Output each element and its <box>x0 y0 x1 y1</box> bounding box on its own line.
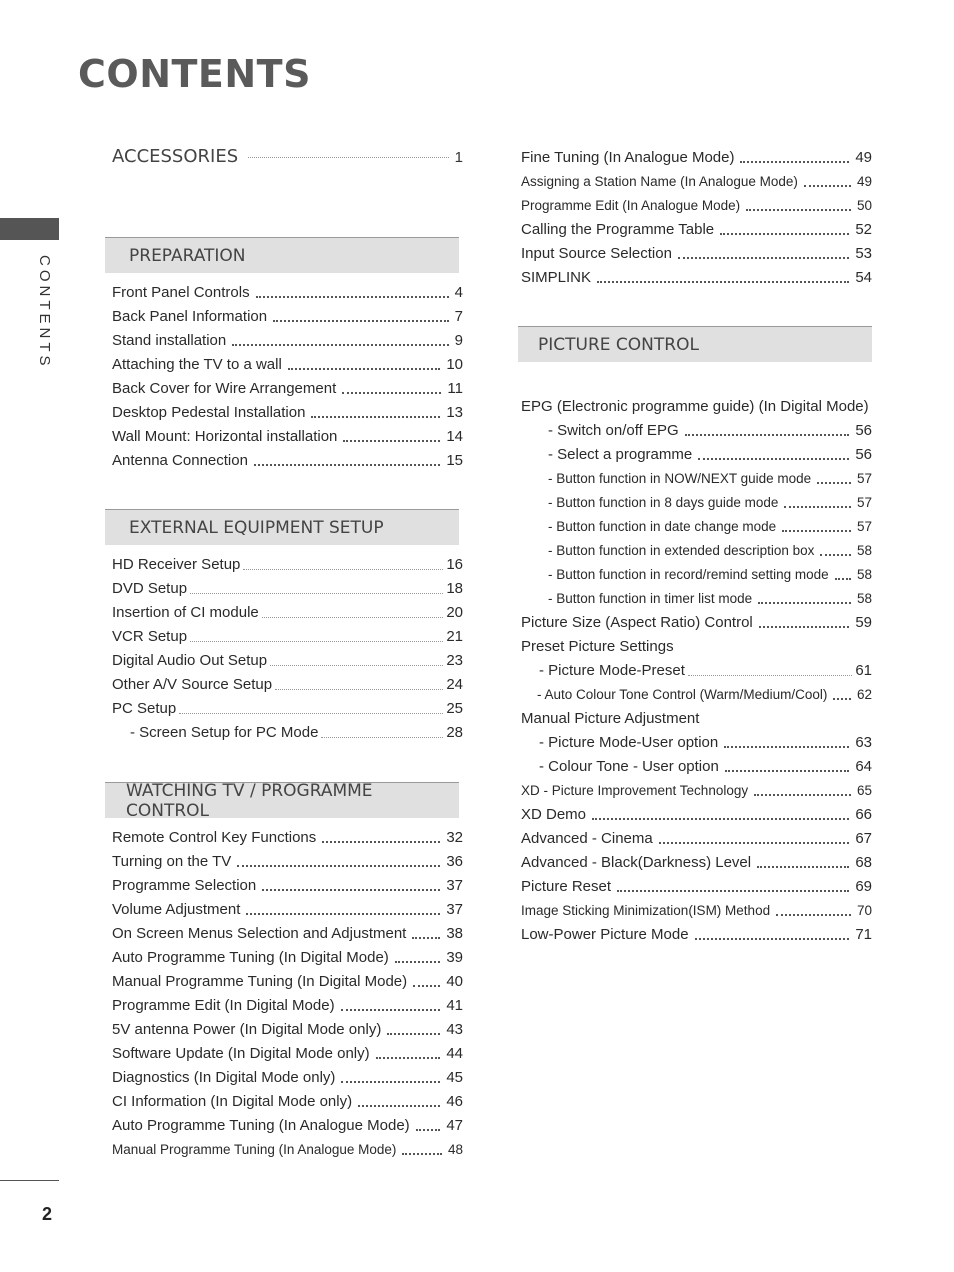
toc-entry-page: 10 <box>446 355 463 373</box>
dot-leader <box>262 888 440 891</box>
toc-entry-page: 37 <box>446 900 463 918</box>
toc-entry-label: 5V antenna Power (In Digital Mode only) <box>112 1020 382 1038</box>
dot-leader <box>804 184 851 187</box>
toc-entry-page: 57 <box>856 518 872 534</box>
toc-entry-label: Auto Programme Tuning (In Analogue Mode) <box>112 1116 410 1134</box>
dot-leader <box>740 160 849 163</box>
dot-leader <box>776 913 851 916</box>
toc-entry-label: Auto Programme Tuning (In Digital Mode) <box>112 948 389 966</box>
page-title: CONTENTS <box>78 52 311 96</box>
page-number: 2 <box>42 1204 53 1224</box>
toc-entry[interactable] <box>521 898 872 922</box>
toc-entry-label: Front Panel Controls <box>112 283 250 301</box>
toc-entry-page: 13 <box>446 403 463 421</box>
dot-leader <box>254 463 440 466</box>
toc-entry[interactable] <box>521 610 872 634</box>
dot-leader <box>395 960 441 963</box>
toc-entry-page: 38 <box>446 924 463 942</box>
toc-entry[interactable] <box>521 658 872 682</box>
toc-entry-label: Stand installation <box>112 331 227 349</box>
toc-entry-page: 41 <box>446 996 463 1014</box>
dot-leader <box>698 457 849 460</box>
section-header-picture-control <box>518 326 872 362</box>
toc-entry-page: 45 <box>446 1068 463 1086</box>
side-tab-marker <box>0 218 59 240</box>
toc-entry[interactable] <box>521 730 872 754</box>
dot-leader <box>412 936 440 939</box>
toc-entry[interactable] <box>521 826 872 850</box>
toc-entry[interactable] <box>112 672 463 696</box>
toc-entry[interactable] <box>521 802 872 826</box>
dot-leader <box>248 157 449 158</box>
dot-leader <box>592 817 849 820</box>
toc-entry-label: SIMPLINK <box>521 268 592 286</box>
toc-entry-label: - Button function in timer list mode <box>548 590 753 606</box>
dot-leader <box>262 616 444 618</box>
toc-entry-label: Input Source Selection <box>521 244 672 262</box>
toc-entry-label: VCR Setup <box>112 627 188 645</box>
toc-entry-page: 36 <box>446 852 463 870</box>
toc-entry[interactable] <box>112 1017 463 1041</box>
section-header-preparation <box>105 237 459 273</box>
dot-leader <box>321 736 443 738</box>
toc-entry-page: 37 <box>446 876 463 894</box>
dot-leader <box>341 1080 440 1083</box>
side-label: CONTENTS <box>36 255 53 370</box>
toc-entry[interactable] <box>521 442 872 466</box>
toc-entry-page: 7 <box>454 307 463 325</box>
toc-entry[interactable] <box>112 720 463 744</box>
toc-entry-label: Picture Size (Aspect Ratio) Control <box>521 613 753 631</box>
dot-leader <box>322 840 440 843</box>
dot-leader <box>724 745 849 748</box>
toc-entry-label: - Button function in record/remind setting mode <box>548 566 829 582</box>
toc-entry-label: Fine Tuning (In Analogue Mode) <box>521 148 735 166</box>
toc-entry-label: Programme Edit (In Digital Mode) <box>112 996 335 1014</box>
dot-leader <box>311 415 440 418</box>
accessories-page: 1 <box>454 149 463 166</box>
toc-entry[interactable] <box>112 993 463 1017</box>
toc-entry-page: 49 <box>855 148 872 166</box>
dot-leader <box>246 912 440 915</box>
toc-entry-page: 64 <box>855 757 872 775</box>
dot-leader <box>659 841 850 844</box>
toc-entry-page: 39 <box>446 948 463 966</box>
toc-entry-page: 9 <box>454 331 463 349</box>
toc-entry[interactable] <box>521 466 872 490</box>
toc-entry-label: XD Demo <box>521 805 587 823</box>
toc-entry-label: Desktop Pedestal Installation <box>112 403 306 421</box>
toc-entry-page: 25 <box>446 699 463 717</box>
toc-entry[interactable] <box>521 217 872 241</box>
toc-entry-label: Software Update (In Digital Mode only) <box>112 1044 370 1062</box>
dot-leader <box>416 1128 441 1131</box>
toc-entry-page: 70 <box>856 902 872 918</box>
toc-entry-page: 15 <box>446 451 463 469</box>
toc-entry[interactable] <box>112 696 463 720</box>
dot-leader <box>835 577 851 580</box>
dot-leader <box>342 391 441 394</box>
dot-leader <box>720 232 849 235</box>
toc-entry-page: 46 <box>446 1092 463 1110</box>
dot-leader <box>754 793 851 796</box>
toc-entry[interactable] <box>112 1065 463 1089</box>
dot-leader <box>725 769 850 772</box>
dot-leader <box>688 674 852 676</box>
toc-entry[interactable] <box>112 576 463 600</box>
toc-entry-label: Calling the Programme Table <box>521 220 715 238</box>
toc-entry[interactable] <box>521 682 872 706</box>
dot-leader <box>232 343 448 346</box>
toc-entry[interactable] <box>112 1137 463 1161</box>
toc-entry-page: 54 <box>855 268 872 286</box>
toc-entry[interactable] <box>112 400 463 424</box>
toc-list-preparation <box>112 280 463 472</box>
toc-entry[interactable] <box>521 562 872 586</box>
toc-entry[interactable] <box>112 969 463 993</box>
section-header-external-equipment <box>105 509 459 545</box>
toc-entry[interactable] <box>521 169 872 193</box>
toc-entry-label: - Button function in 8 days guide mode <box>548 494 779 510</box>
toc-entry-label: Manual Programme Tuning (In Digital Mode) <box>112 972 408 990</box>
toc-entry[interactable] <box>112 600 463 624</box>
toc-entry-label: Volume Adjustment <box>112 900 241 918</box>
toc-entry-label: Low-Power Picture Mode <box>521 925 689 943</box>
dot-leader <box>746 208 851 211</box>
toc-entry[interactable] <box>521 538 872 562</box>
footer-rule <box>0 1180 59 1181</box>
toc-entry-label: Back Cover for Wire Arrangement <box>112 379 337 397</box>
toc-entry-label: Programme Selection <box>112 876 257 894</box>
section-title: WATCHING TV / PROGRAMME CONTROL <box>126 780 373 821</box>
toc-entry-label: EPG (Electronic programme guide) (In Digital Mode) <box>521 397 869 415</box>
dot-leader <box>343 439 440 442</box>
toc-entry-label: PC Setup <box>112 699 177 717</box>
toc-entry-page: 58 <box>856 542 872 558</box>
toc-entry-page: 66 <box>855 805 872 823</box>
dot-leader <box>695 937 850 940</box>
toc-entry[interactable] <box>112 1113 463 1137</box>
toc-entry[interactable] <box>521 265 872 289</box>
toc-entry-page: 71 <box>855 925 872 943</box>
section-title: PICTURE CONTROL <box>538 334 699 355</box>
toc-entry-page: 14 <box>446 427 463 445</box>
toc-entry-label: DVD Setup <box>112 579 188 597</box>
toc-entry-label: Other A/V Source Setup <box>112 675 273 693</box>
section-title: PREPARATION <box>129 245 246 266</box>
toc-entry-label: Manual Picture Adjustment <box>521 709 700 727</box>
toc-entry-page: 56 <box>855 421 872 439</box>
toc-entry[interactable] <box>521 634 872 658</box>
toc-entry[interactable] <box>112 1089 463 1113</box>
toc-entry-page: 32 <box>446 828 463 846</box>
toc-entry-label: Advanced - Black(Darkness) Level <box>521 853 752 871</box>
dot-leader <box>758 601 851 604</box>
toc-entry-label: On Screen Menus Selection and Adjustment <box>112 924 407 942</box>
dot-leader <box>237 864 440 867</box>
toc-entry[interactable] <box>521 706 872 730</box>
toc-entry[interactable] <box>521 418 872 442</box>
dot-leader <box>757 865 849 868</box>
toc-entry[interactable] <box>112 1041 463 1065</box>
section-title: EXTERNAL EQUIPMENT SETUP <box>129 517 384 538</box>
toc-entry-label: - Button function in NOW/NEXT guide mode <box>548 470 812 486</box>
toc-entry-label: Back Panel Information <box>112 307 268 325</box>
toc-entry-label: Attaching the TV to a wall <box>112 355 282 373</box>
dot-leader <box>817 481 851 484</box>
toc-entry-page: 53 <box>855 244 872 262</box>
toc-entry-label: Image Sticking Minimization(ISM) Method <box>521 902 771 918</box>
toc-list-picture-control <box>521 394 872 946</box>
toc-entry[interactable] <box>112 945 463 969</box>
dot-leader <box>833 697 851 700</box>
toc-entry-page: 50 <box>856 197 872 213</box>
dot-leader <box>275 688 443 690</box>
toc-entry-label: - Switch on/off EPG <box>548 421 679 439</box>
toc-entry-label: - Button function in extended description box <box>548 542 815 558</box>
dot-leader <box>597 280 849 283</box>
toc-entry-page: 68 <box>855 853 872 871</box>
dot-leader <box>243 568 443 570</box>
toc-entry-label: Programme Edit (In Analogue Mode) <box>521 197 741 213</box>
toc-entry-page: 21 <box>446 627 463 645</box>
dot-leader <box>387 1032 440 1035</box>
toc-entry-label: HD Receiver Setup <box>112 555 241 573</box>
toc-entry-label: CI Information (In Digital Mode only) <box>112 1092 353 1110</box>
toc-entry-label: - Select a programme <box>548 445 693 463</box>
toc-entry-page: 58 <box>856 590 872 606</box>
dot-leader <box>358 1104 440 1107</box>
toc-entry-page: 18 <box>446 579 463 597</box>
toc-entry-label: Advanced - Cinema <box>521 829 653 847</box>
toc-entry-page: 44 <box>446 1044 463 1062</box>
toc-entry-label: - Button function in date change mode <box>548 518 777 534</box>
toc-list-external-equipment <box>112 552 463 744</box>
toc-entry-page: 23 <box>446 651 463 669</box>
toc-entry[interactable] <box>112 376 463 400</box>
toc-entry-label: - Picture Mode-User option <box>539 733 719 751</box>
dot-leader <box>413 984 440 987</box>
dot-leader <box>782 529 851 532</box>
toc-entry-page: 20 <box>446 603 463 621</box>
toc-entry-label: Manual Programme Tuning (In Analogue Mode) <box>112 1141 397 1157</box>
toc-entry-label: XD - Picture Improvement Technology <box>521 782 749 798</box>
toc-entry-label: Wall Mount: Horizontal installation <box>112 427 338 445</box>
dot-leader <box>190 640 443 642</box>
dot-leader <box>759 625 850 628</box>
toc-entry[interactable] <box>521 145 872 169</box>
toc-entry[interactable] <box>112 648 463 672</box>
dot-leader <box>288 367 440 370</box>
toc-entry[interactable] <box>521 850 872 874</box>
toc-entry[interactable] <box>521 394 872 418</box>
toc-entry-page: 69 <box>855 877 872 895</box>
toc-entry-page: 57 <box>856 470 872 486</box>
toc-entry-page: 57 <box>856 494 872 510</box>
toc-entry[interactable] <box>112 825 463 849</box>
toc-entry-label: - Screen Setup for PC Mode <box>130 723 319 741</box>
dot-leader <box>678 256 849 259</box>
toc-entry[interactable] <box>112 921 463 945</box>
toc-entry-page: 65 <box>856 782 872 798</box>
toc-entry-page: 49 <box>856 173 872 189</box>
dot-leader <box>617 889 849 892</box>
toc-entry[interactable] <box>521 193 872 217</box>
toc-entry[interactable] <box>521 922 872 946</box>
dot-leader <box>179 712 443 714</box>
toc-entry-page: 48 <box>447 1141 463 1157</box>
toc-entry[interactable] <box>112 424 463 448</box>
toc-entry-page: 56 <box>855 445 872 463</box>
dot-leader <box>784 505 851 508</box>
toc-entry-accessories[interactable] <box>112 146 463 174</box>
toc-entry-label: - Colour Tone - User option <box>539 757 719 775</box>
dot-leader <box>820 553 851 556</box>
toc-entry[interactable] <box>112 849 463 873</box>
toc-entry-page: 40 <box>446 972 463 990</box>
toc-entry-page: 47 <box>446 1116 463 1134</box>
toc-list-watching-tv <box>112 825 463 1161</box>
dot-leader <box>273 319 449 322</box>
toc-entry[interactable] <box>112 897 463 921</box>
toc-entry[interactable] <box>112 304 463 328</box>
toc-entry[interactable] <box>521 586 872 610</box>
toc-entry[interactable] <box>112 328 463 352</box>
toc-entry[interactable] <box>112 280 463 304</box>
toc-entry-label: Digital Audio Out Setup <box>112 651 268 669</box>
toc-entry-label: Remote Control Key Functions <box>112 828 317 846</box>
toc-entry-page: 59 <box>855 613 872 631</box>
toc-entry-page: 63 <box>855 733 872 751</box>
toc-entry-label: Preset Picture Settings <box>521 637 674 655</box>
toc-entry-page: 4 <box>454 283 463 301</box>
toc-entry-page: 43 <box>446 1020 463 1038</box>
toc-entry[interactable] <box>112 448 463 472</box>
dot-leader <box>376 1056 441 1059</box>
toc-entry[interactable] <box>112 552 463 576</box>
accessories-label: ACCESSORIES <box>112 146 239 167</box>
toc-entry-page: 67 <box>855 829 872 847</box>
toc-entry-label: Insertion of CI module <box>112 603 259 621</box>
toc-entry-page: 16 <box>446 555 463 573</box>
toc-entry-page: 62 <box>856 686 872 702</box>
toc-entry-page: 52 <box>855 220 872 238</box>
toc-entry-label: Turning on the TV <box>112 852 232 870</box>
toc-entry-page: 24 <box>446 675 463 693</box>
dot-leader <box>685 433 850 436</box>
dot-leader <box>190 592 443 594</box>
toc-entry[interactable] <box>521 778 872 802</box>
toc-entry-label: Picture Reset <box>521 877 612 895</box>
toc-entry[interactable] <box>521 754 872 778</box>
toc-entry[interactable] <box>521 241 872 265</box>
toc-entry[interactable] <box>112 624 463 648</box>
toc-entry-label: Antenna Connection <box>112 451 248 469</box>
dot-leader <box>341 1008 441 1011</box>
toc-entry-label: Diagnostics (In Digital Mode only) <box>112 1068 336 1086</box>
toc-entry[interactable] <box>521 514 872 538</box>
toc-entry-page: 61 <box>855 661 872 679</box>
toc-entry-page: 11 <box>447 379 463 397</box>
toc-entry-page: 28 <box>446 723 463 741</box>
toc-entry-label: - Auto Colour Tone Control (Warm/Medium/Cool) <box>537 686 828 702</box>
section-header-watching-tv <box>105 780 459 821</box>
toc-entry[interactable] <box>112 873 463 897</box>
toc-list-right-top <box>521 145 872 289</box>
toc-entry[interactable] <box>521 490 872 514</box>
toc-entry-label: - Picture Mode-Preset <box>539 661 685 679</box>
dot-leader <box>270 664 443 666</box>
toc-entry-label: Assigning a Station Name (In Analogue Mode) <box>521 173 798 189</box>
toc-entry[interactable] <box>521 874 872 898</box>
toc-entry[interactable] <box>112 352 463 376</box>
dot-leader <box>256 295 449 298</box>
dot-leader <box>402 1152 442 1155</box>
toc-entry-page: 58 <box>856 566 872 582</box>
